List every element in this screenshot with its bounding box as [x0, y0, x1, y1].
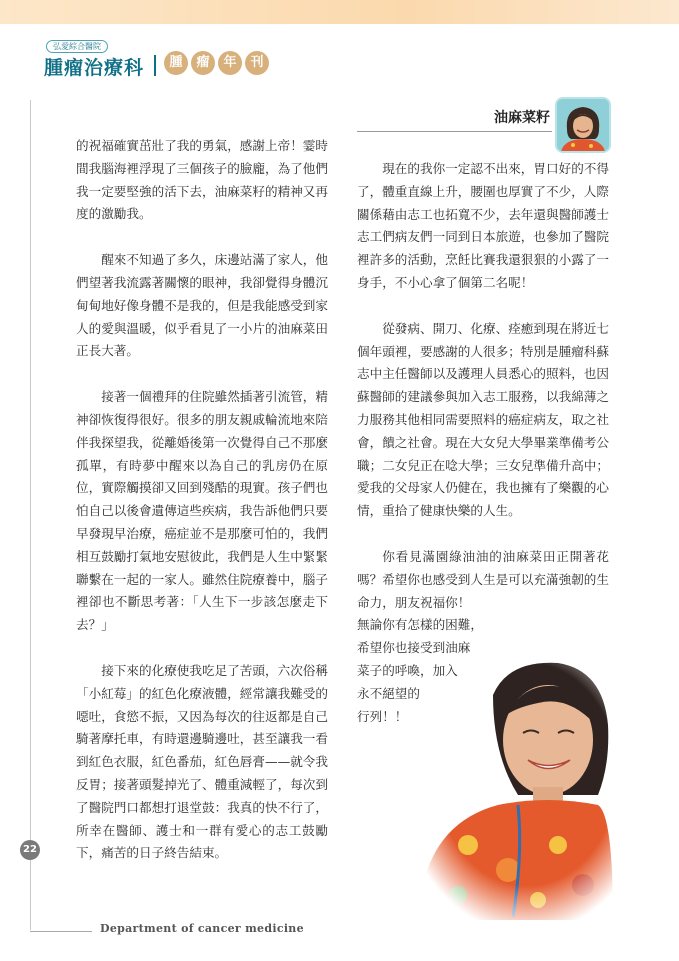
department-title: 腫瘤治療科 [44, 57, 145, 79]
poem-line: 行列！！ [357, 708, 408, 724]
poem-line: 希望你也接受到油麻 [357, 640, 471, 656]
left-margin-line [30, 100, 31, 930]
author-name: 油麻菜籽 [494, 110, 550, 126]
annual-char: 腫 [164, 51, 188, 75]
title-separator [154, 55, 156, 76]
article-paragraph: 醒來不知過了多久，床邊站滿了家人，他們望著我流露著關懷的眼神，我卻覺得身體沉甸甸地好像身體不是我的，但是我能感受到家人的愛與溫暖，似乎看見了一小片的油麻菜田正長大著。 [76, 252, 328, 359]
page-number: 22 [20, 840, 40, 860]
annual-char: 年 [218, 51, 242, 75]
article-column-left [76, 135, 328, 865]
author-divider [357, 131, 552, 132]
annual-char: 刊 [245, 51, 269, 75]
hospital-badge: 弘愛綜合醫院 [46, 40, 108, 53]
annual-char: 瘤 [191, 51, 215, 75]
footer-divider [30, 931, 92, 932]
annual-label [164, 51, 269, 75]
poem-line: 菜子的呼喚，加入 [357, 662, 458, 678]
article-paragraph: 接著一個禮拜的住院雖然插著引流管，精神卻恢復得很好。很多的朋友親戚輪流地來陪伴我探望我，從離婚後第一次覺得自己不那麼孤單，有時夢中醒來以為自己的乳房仍在原位，實際觸摸卻又回到殘酷的現實。孩子們也怕自己以後會遺傳這些疾病，我告訴他們只要早發現早治療，癌症並不是那麼可怕的，我們相互鼓勵打氣地安慰彼此，我們是人生中緊緊聯繫在一起的一家人。雖然住院療養中，腦子裡卻也不斷思考著：「人生下一步該怎麼走下去？」 [76, 389, 328, 633]
article-paragraph: 接下來的化療使我吃足了苦頭，六次俗稱「小紅莓」的紅色化療液體，經常讓我難受的噁吐，食慾不振，又因為每次的往返都是自己騎著摩托車，有時還邊騎邊吐，甚至讓我一看到紅色衣服，紅色番茄，紅色唇膏——就令我反胃；接著頭髮掉光了、體重減輕了，每次到了醫院門口都想打退堂鼓：我真的快不行了，所幸在醫師、護士和一群有愛心的志工鼓勵下，痛苦的日子終告結束。 [76, 662, 328, 861]
article-column-right [357, 158, 609, 728]
top-color-band [0, 0, 679, 24]
closing-poem [357, 614, 609, 728]
author-portrait [555, 97, 611, 153]
page-header [40, 36, 320, 86]
article-paragraph: 你看見滿園綠油油的油麻菜田正開著花嗎？希望你也感受到人生是可以充滿強韌的生命力，朋友祝福你！ [357, 548, 609, 610]
poem-line: 無論你有怎樣的困難， [357, 617, 483, 633]
article-paragraph: 從發病、開刀、化療、痊癒到現在將近七個年頭裡，要感謝的人很多；特別是腫瘤科蘇志中主任醫師以及護理人員悉心的照料，也因蘇醫師的建議參與加入志工服務，以我綿薄之力服務其他相同需要照料的癌症病友，取之社會，饋之社會。現在大女兒大學畢業準備考公職；二女兒正在唸大學；三女兒準備升高中；愛我的父母家人仍健在，我也擁有了樂觀的心情，重拾了健康快樂的人生。 [357, 320, 609, 519]
poem-line: 永不絕望的 [357, 685, 420, 701]
portrait-icon [557, 99, 609, 151]
article-paragraph: 的祝福確實茁壯了我的勇氣，感謝上帝！霎時間我腦海裡浮現了三個孩子的臉龐，為了他們我一定要堅強的活下去，油麻菜籽的精神又再度的激勵我。 [76, 138, 328, 222]
footer-department: Department of cancer medicine [100, 922, 304, 935]
article-paragraph: 現在的我你一定認不出來，胃口好的不得了，體重直線上升，腰圍也厚實了不少，人際關係藉由志工也拓寬不少，去年還與醫師護士志工們病友們一同到日本旅遊，也參加了醫院裡許多的活動，烹飪比賽我還狠狠的小露了一身手，不小心拿了個第二名呢！ [357, 161, 609, 290]
